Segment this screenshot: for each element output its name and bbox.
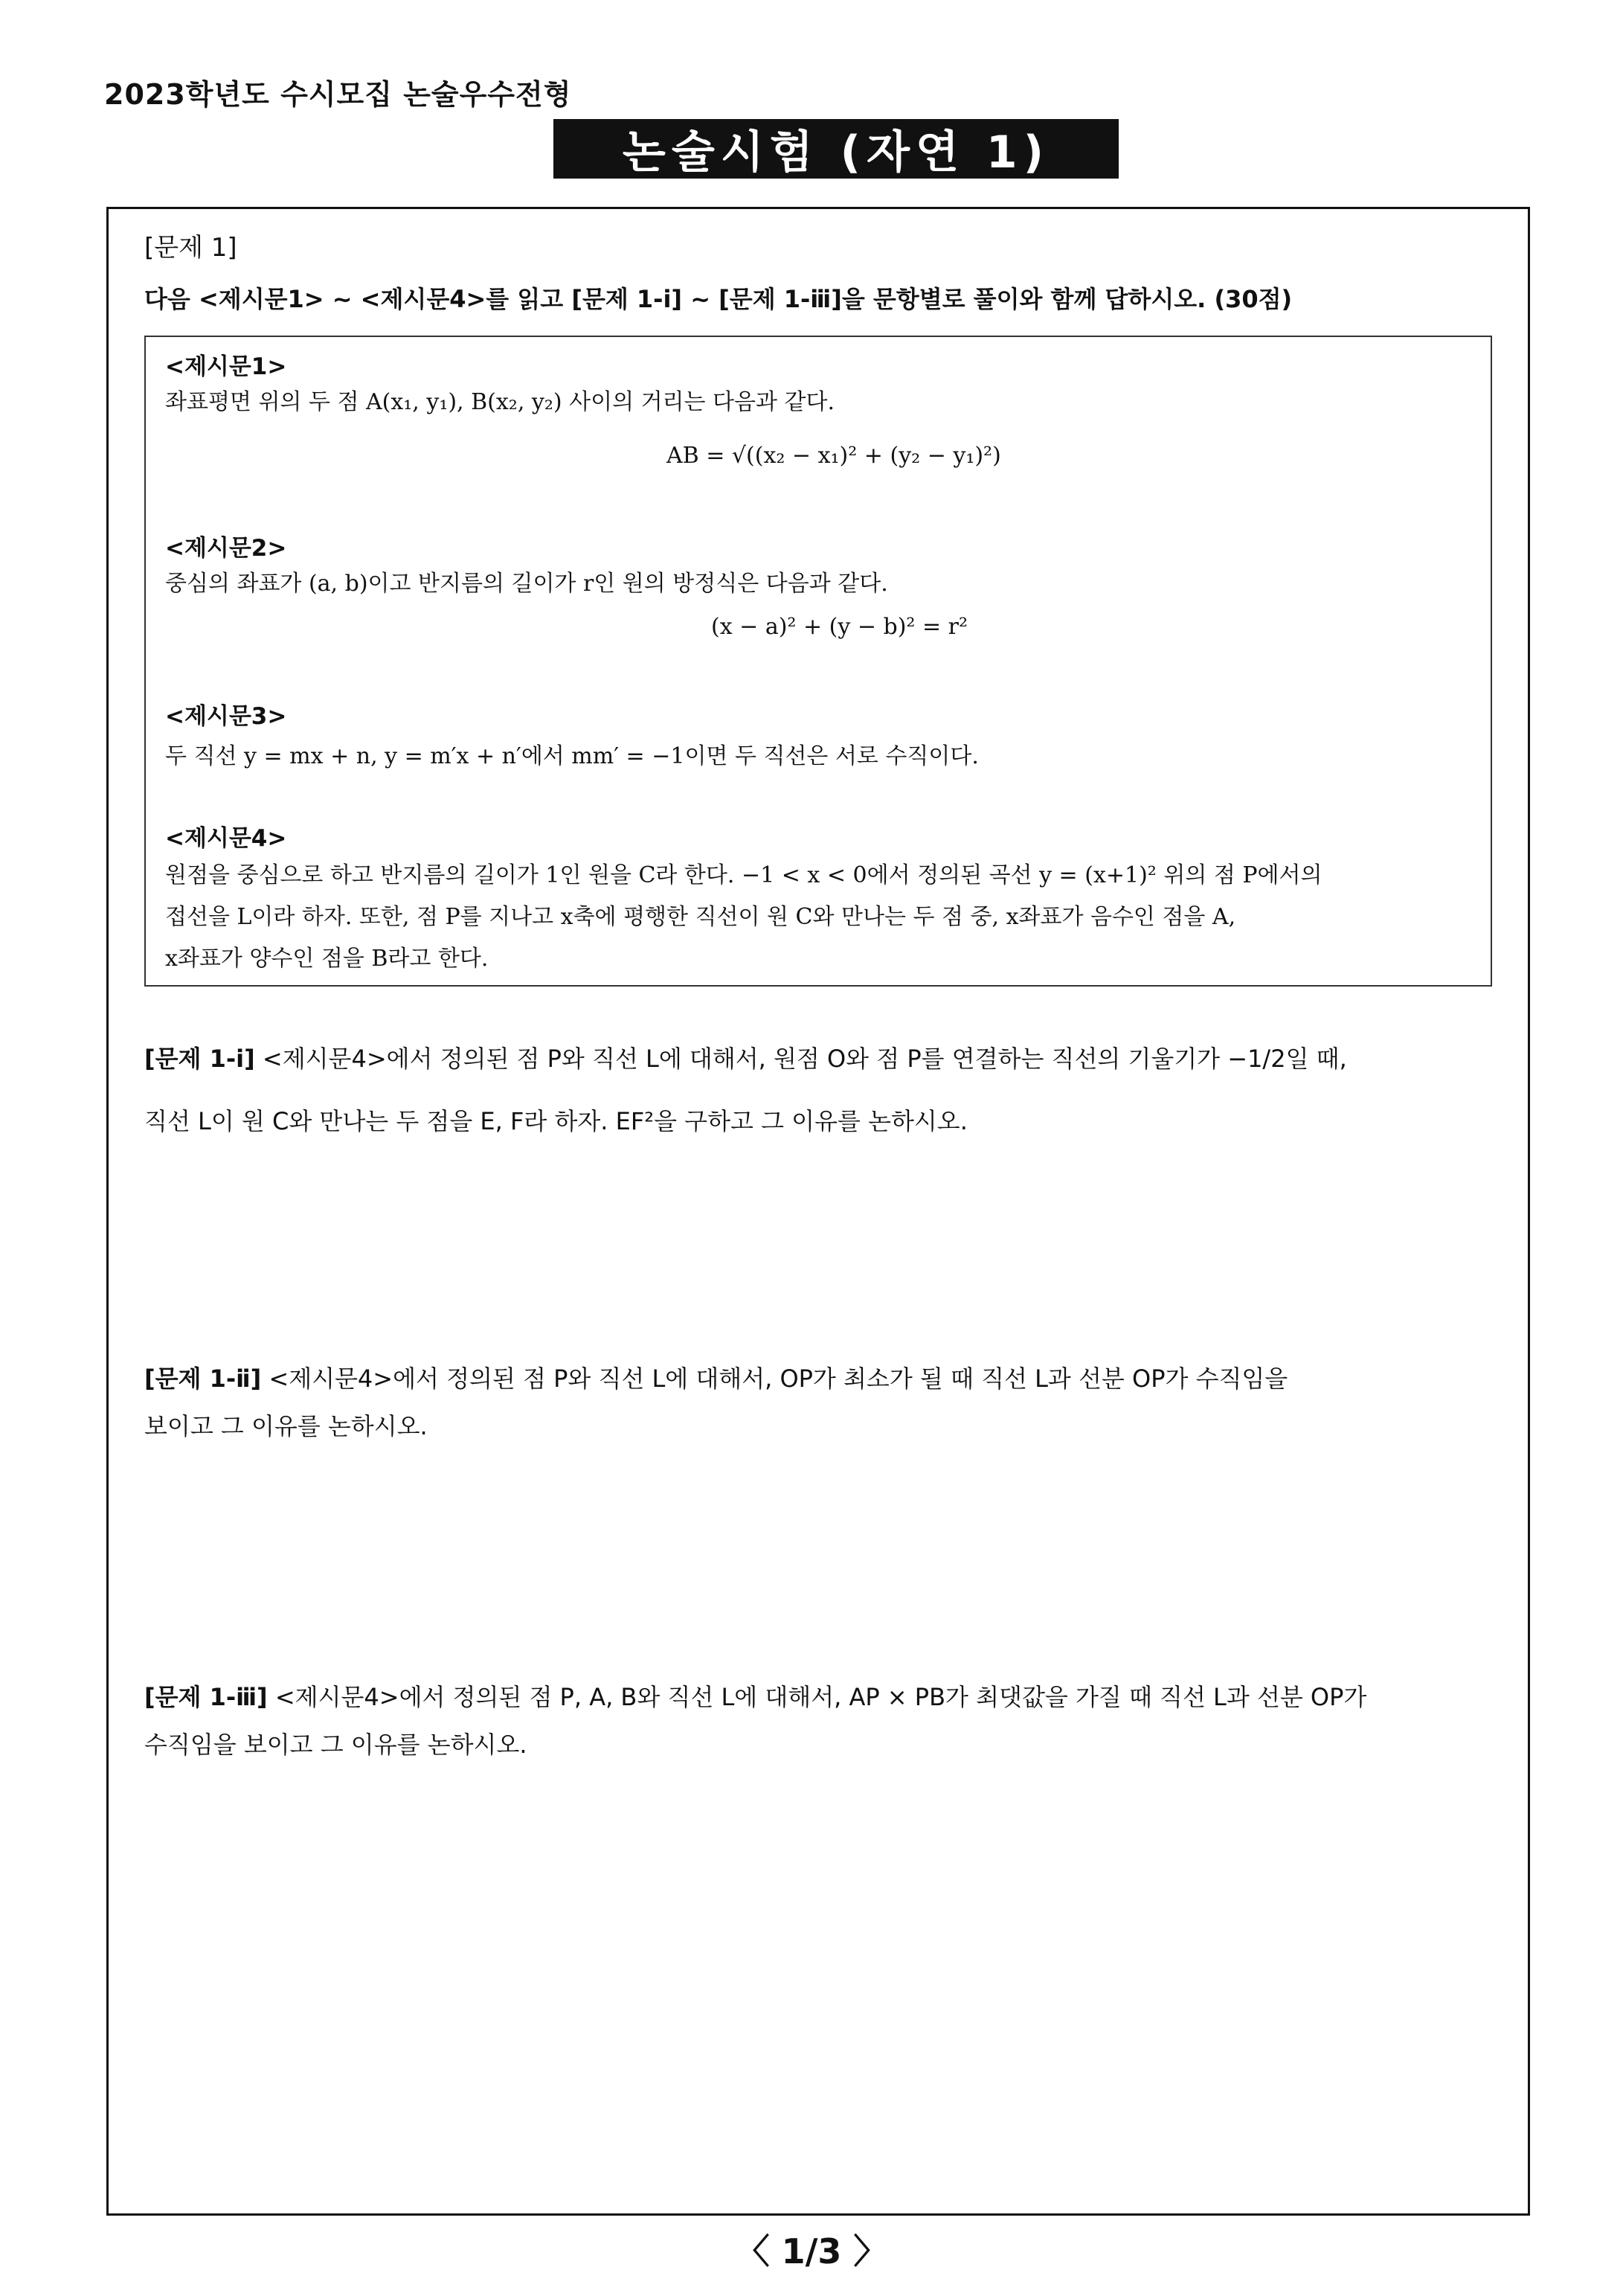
passage2-text: 중심의 좌표가 (a, b)이고 반지름의 길이가 r인 원의 방정식은 다음과 같다. [165, 571, 888, 597]
passage-box [144, 336, 1492, 987]
question-1-ii-line1: <제시문4>에서 정의된 점 P와 직선 L에 대해서, OP가 최소가 될 때 직선 L과 선분 OP가 수직임을 [269, 1365, 1288, 1393]
passage1-title: <제시문1> [165, 353, 287, 380]
question-1-iii [144, 1666, 1491, 1776]
passage2-formula: (x − a)² + (y − b)² = r² [711, 614, 968, 640]
problem-frame [106, 207, 1530, 2216]
passage3-text: 두 직선 y = mx + n, y = m′x + n′에서 mm′ = −1이면 두 직선은 서로 수직이다. [165, 743, 979, 769]
question-1-iii-line1: <제시문4>에서 정의된 점 P, A, B와 직선 L에 대해서, AP × PB가 최댓값을 가질 때 직선 L과 선분 OP가 [274, 1683, 1367, 1711]
passage1-formula: AB = √((x₂ − x₁)² + (y₂ − y₁)²) [666, 443, 1001, 469]
question-1-i [144, 1027, 1491, 1152]
passage1-text: 좌표평면 위의 두 점 A(x₁, y₁), B(x₂, y₂) 사이의 거리는 다음과 같다. [165, 389, 835, 415]
question-1-iii-line2: 수직임을 보이고 그 이유를 논하시오. [144, 1731, 527, 1759]
exam-title: 논술시험 (자연 1) [553, 119, 1119, 179]
passage4-line2: 접선을 L이라 하자. 또한, 점 P를 지나고 x축에 평행한 직선이 원 C와 만나는 두 점 중, x좌표가 음수인 점을 A, [165, 904, 1236, 930]
question-1-iii-label: [문제 1-ⅲ] [144, 1683, 268, 1711]
question-1-ii-label: [문제 1-ⅱ] [144, 1365, 262, 1393]
exam-header: 2023학년도 수시모집 논술우수전형 [104, 78, 572, 111]
problem-instruction: 다음 <제시문1> ~ <제시문4>를 읽고 [문제 1-ⅰ] ~ [문제 1-ⅲ]을 문항별로 풀이와 함께 답하시오. (30점) [144, 285, 1293, 313]
question-1-ii-line2: 보이고 그 이유를 논하시오. [144, 1412, 428, 1440]
question-1-i-line1: <제시문4>에서 정의된 점 P와 직선 L에 대해서, 원점 O와 점 P를 연결하는 직선의 기울기가 −1/2일 때, [262, 1045, 1347, 1073]
passage2-title: <제시문2> [165, 535, 287, 562]
question-1-i-line2: 직선 L이 원 C와 만나는 두 점을 E, F라 하자. EF²을 구하고 그 이유를 논하시오. [144, 1107, 968, 1135]
question-1-ii [144, 1347, 1491, 1458]
passage4-line3: x좌표가 양수인 점을 B라고 한다. [165, 946, 489, 972]
page-number: 〈 1/3 〉 [735, 2231, 888, 2271]
passage3-title: <제시문3> [165, 703, 287, 730]
question-1-i-label: [문제 1-ⅰ] [144, 1045, 255, 1073]
passage4-title: <제시문4> [165, 825, 287, 852]
passage4-line1: 원점을 중심으로 하고 반지름의 길이가 1인 원을 C라 한다. −1 < x < 0에서 정의된 곡선 y = (x+1)² 위의 점 P에서의 [165, 862, 1322, 888]
problem-heading: [문제 1] [144, 233, 237, 263]
